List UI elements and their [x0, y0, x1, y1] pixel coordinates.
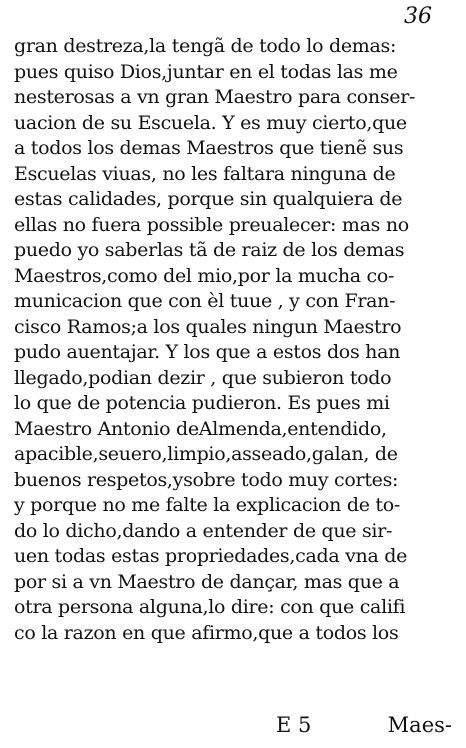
body-text — [14, 34, 454, 646]
text-line: puedo yo saberlas tã de raiz de los demas — [14, 239, 405, 261]
text-line: otra persona alguna,lo dire: con que califi — [14, 596, 406, 618]
text-line: lo que de potencia pudieron. Es pues mi — [14, 392, 390, 414]
text-line: uen todas estas propriedades,cada vna de — [14, 545, 408, 567]
text-line: co la razon en que afirmo,que a todos los — [14, 621, 399, 644]
text-line: cisco Ramos;a los quales ningun Maestro — [14, 315, 402, 338]
text-line: Escuelas viuas, no les faltara ninguna de — [14, 162, 396, 185]
text-line: do lo dicho,dando a entender de que sir- — [14, 519, 393, 542]
text-line: ellas no fuera possible preualecer: mas no — [14, 213, 409, 236]
text-line: y porque no me falte la explicacion de to- — [14, 494, 400, 516]
text-line: Maestro Antonio deAlmenda,entendido, — [14, 417, 387, 440]
text-line: gran destreza,la tengã de todo lo demas: — [14, 35, 397, 57]
text-line: llegado,podian dezir , que subieron todo — [14, 366, 392, 389]
text-line: pues quiso Dios,juntar en el todas las me — [14, 60, 398, 83]
text-line: nesterosas a vn gran Maestro para conser- — [14, 86, 416, 108]
text-line: municacion que con èl tuue , y con Fran- — [14, 290, 396, 312]
page-footer — [14, 711, 454, 741]
text-line: estas calidades, porque sin qualquiera de — [14, 188, 403, 210]
text-line: Maestros,como del mio,por la mucha co- — [14, 264, 395, 287]
text-line: a todos los demas Maestros que tienẽ sus — [14, 137, 404, 159]
text-line: pudo auentajar. Y los que a estos dos han — [14, 341, 401, 363]
page-number: 36 — [404, 4, 432, 29]
text-line: buenos respetos,ysobre todo muy cortes: — [14, 468, 399, 491]
text-line: por si a vn Maestro de dançar, mas que a — [14, 570, 400, 593]
signature-mark: E 5 — [276, 713, 312, 737]
text-line: apacible,seuero,limpio,asseado,galan, de — [14, 443, 398, 465]
catchword: Maes- — [387, 713, 452, 737]
text-line: uacion de su Escuela. Y es muy cierto,que — [14, 111, 407, 134]
